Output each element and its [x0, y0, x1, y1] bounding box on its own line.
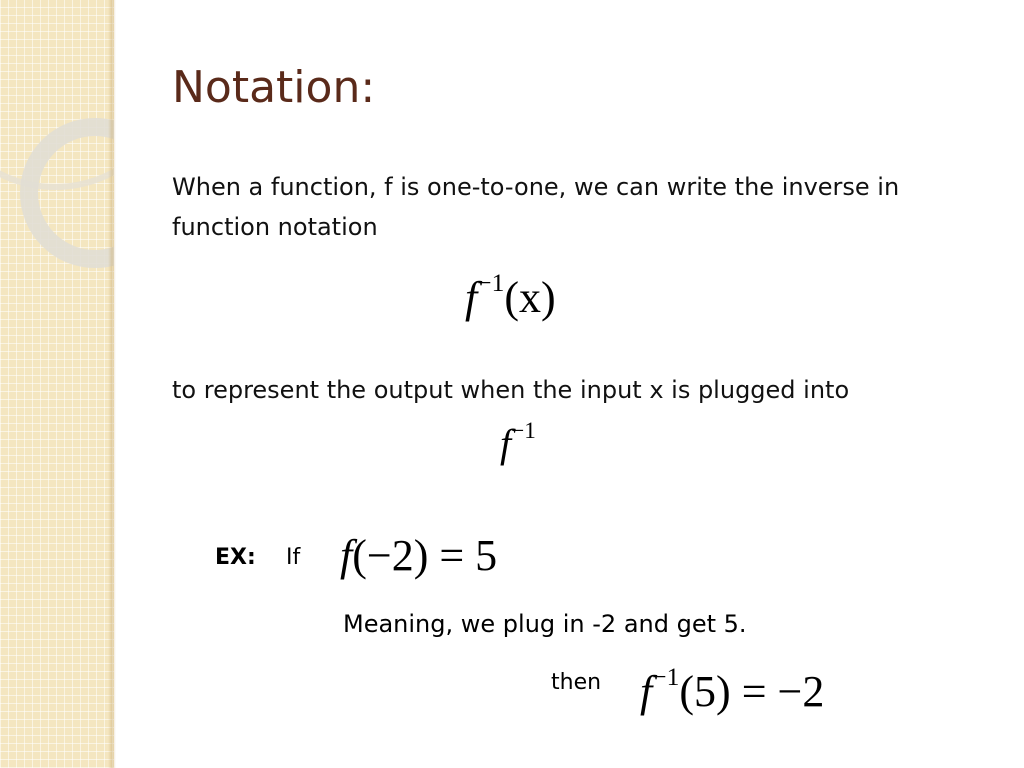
formula-inverse-of-x [465, 268, 556, 323]
formula-func: f [640, 667, 653, 716]
formula-inverse [500, 420, 536, 467]
formula-args: (x) [504, 273, 556, 322]
formula-func: f [500, 421, 512, 466]
formula-rest: (5) = −2 [679, 667, 825, 716]
formula-func: f [340, 531, 353, 580]
formula-result [640, 662, 825, 717]
if-label: If [286, 545, 301, 570]
example-label: EX: [215, 545, 256, 570]
then-label: then [551, 670, 602, 695]
slide-title: Notation: [172, 62, 376, 113]
decorative-sidebar [0, 0, 114, 768]
sidebar-edge [108, 0, 116, 768]
formula-rest: (−2) = 5 [352, 531, 498, 580]
formula-exponent: −1 [511, 418, 536, 445]
paragraph-represent: to represent the output when the input x is plugged into [172, 376, 850, 404]
formula-func: f [465, 273, 478, 322]
meaning-text: Meaning, we plug in -2 and get 5. [343, 610, 747, 638]
formula-exponent: −1 [477, 268, 505, 298]
formula-example [340, 530, 497, 581]
formula-exponent: −1 [652, 662, 680, 692]
paragraph-intro: When a function, f is one-to-one, we can write the inverse in function notation [172, 173, 900, 241]
